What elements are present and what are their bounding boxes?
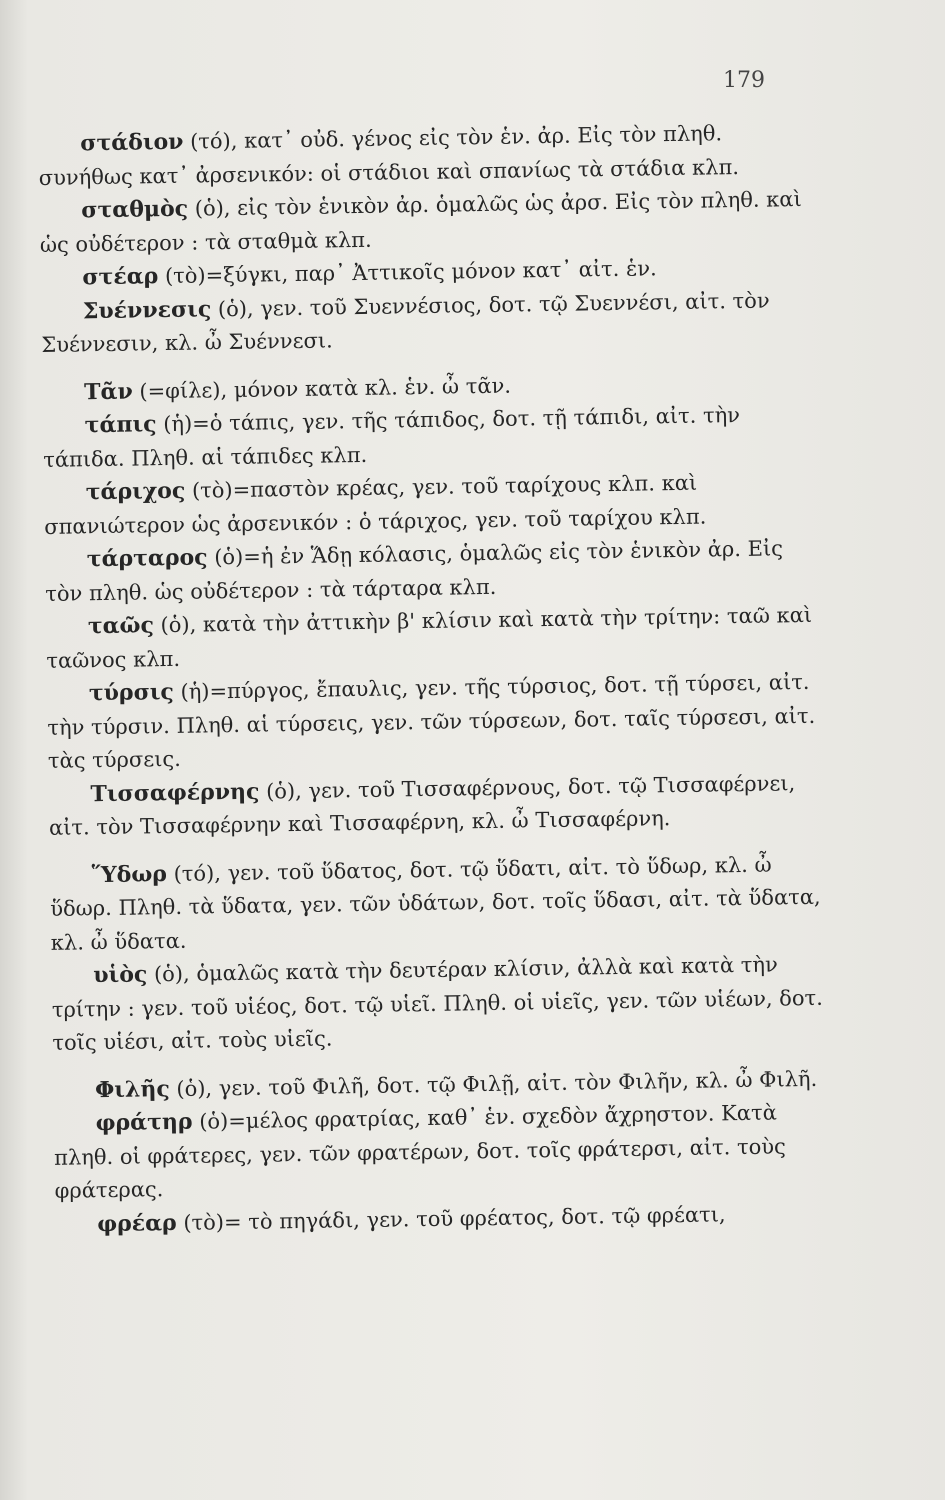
entry-taos — [46, 599, 827, 678]
entry-text: (ἡ)=ὁ τάπις, γεν. τῆς τάπιδος, δοτ. τῇ τάπιδι, αἰτ. τὴν τάπιδα. Πληθ. αἱ τάπιδες κλπ. — [43, 403, 741, 472]
entry-text: (ὁ), εἰς τὸν ἑνικὸν ἀρ. ὁμαλῶς ὡς ἀρσ. Εἰς τὸν πληθ. καὶ ὡς οὐδέτερον : τὰ σταθμὰ κλπ. — [39, 187, 802, 257]
entry-text: (ὁ)=μέλος φρατρίας, καθ᾽ ἑν. σχεδὸν ἄχρηστον. Κατὰ πληθ. οἱ φράτερες, γεν. τῶν φρατέρων, δοτ. τοῖς φράτερσι, αἰτ. τοὺς φράτερας. — [53, 1100, 786, 1203]
headword: τάριχος — [85, 477, 186, 506]
entry-text: (ὁ), γεν. τοῦ Φιλῆ, δοτ. τῷ Φιλῇ, αἰτ. τὸν Φιλῆν, κλ. ὦ Φιλῆ. — [169, 1066, 818, 1101]
headword: Τᾶν — [83, 378, 133, 405]
entry-text: (=φίλε), μόνον κατὰ κλ. ἑν. ὦ τᾶν. — [132, 373, 512, 404]
entry-list — [38, 116, 835, 1242]
headword: ταῶς — [87, 612, 155, 640]
entry-syennesis — [41, 283, 822, 362]
entry-text: (ἡ)=πύργος, ἔπαυλις, γεν. τῆς τύρσιος, δοτ. τῇ τύρσει, αἰτ. τὴν τύρσιν. Πληθ. αἱ τύρσεις, γεν. τῶν τύρσεων, δοτ. ταῖς τύρσεσι, αἰτ. τὰς τύρσεις. — [47, 669, 816, 773]
entry-text: (ὁ), γεν. τοῦ Συεννέσιος, δοτ. τῷ Συεννέσι, αἰτ. τὸν Συέννεσιν, κλ. ὦ Συέννεσι. — [41, 288, 770, 357]
headword: τάρταρος — [86, 544, 208, 573]
headword: Φιλῆς — [94, 1075, 170, 1103]
headword: Ὕδωρ — [91, 860, 168, 888]
entry-tyrsis — [47, 666, 828, 779]
headword: φράτηρ — [95, 1108, 193, 1137]
entry-text: (ὁ)=ἡ ἐν Ἅδῃ κόλασις, ὁμαλῶς εἰς τὸν ἑνικὸν ἀρ. Εἰς τὸν πληθ. ὡς οὐδέτερον : τὰ τάρταρα κλπ. — [45, 536, 784, 606]
page-number: 179 — [723, 68, 765, 93]
entry-hyios — [51, 948, 832, 1061]
headword: στέαρ — [82, 263, 159, 291]
headword: στάδιον — [80, 128, 184, 157]
entry-tartaros — [45, 532, 826, 611]
entry-text: (τὸ)= τὸ πηγάδι, γεν. τοῦ φρέατος, δοτ. τῷ φρέατι, — [176, 1201, 726, 1235]
entry-stadion — [38, 116, 819, 195]
entry-hydor — [49, 847, 830, 960]
headword: τύρσις — [88, 678, 175, 707]
entry-text: (ὁ), κατὰ τὴν ἀττικὴν β' κλίσιν καὶ κατὰ τὴν τρίτην: ταῶ καὶ ταῶνος κλπ. — [46, 602, 813, 673]
headword: τάπις — [84, 411, 157, 439]
entry-text: (τό), γεν. τοῦ ὕδατος, δοτ. τῷ ὕδατι, αἰτ. τὸ ὕδωρ, κλ. ὦ ὕδωρ. Πληθ. τὰ ὕδατα, γεν. τῶν ὑδάτων, δοτ. τοῖς ὕδασι, αἰτ. τὰ ὕδατα, κλ. ὦ ὕδατα. — [50, 852, 821, 955]
entry-tissaphernes — [48, 766, 829, 845]
entry-stathmos — [39, 183, 820, 262]
entry-text: (ὁ), ὁμαλῶς κατὰ τὴν δευτέραν κλίσιν, ἀλλὰ καὶ κατὰ τὴν τρίτην : γεν. τοῦ υἱέος, δοτ. τῷ υἱεῖ. Πληθ. οἱ υἱεῖς, γεν. τῶν υἱέων, δοτ. τοῖς υἱέσι, αἰτ. τοὺς υἱεῖς. — [51, 952, 823, 1055]
headword: Τισσαφέρνης — [90, 778, 260, 807]
headword: υἱὸς — [93, 961, 148, 989]
headword: Συέννεσις — [82, 295, 212, 324]
entry-text: (τό), κατ᾽ οὐδ. γένος εἰς τὸν ἑν. ἀρ. Εἰς τὸν πληθ. συνήθως κατ᾽ ἀρσενικόν: οἱ στάδιοι καὶ σπανίως τὰ στάδια κλπ. — [38, 121, 740, 190]
entry-tarichos — [43, 465, 824, 544]
entry-text: (τὸ)=παστὸν κρέας, γεν. τοῦ ταρίχους κλπ. καὶ σπανιώτερον ὡς ἀρσενικόν : ὁ τάριχος, γεν. τοῦ ταρίχου κλπ. — [44, 470, 707, 539]
headword: φρέαρ — [97, 1209, 177, 1237]
headword: σταθμὸς — [81, 195, 189, 224]
entry-text: (ὁ), γεν. τοῦ Τισσαφέρνους, δοτ. τῷ Τισσαφέρνει, αἰτ. τὸν Τισσαφέρνην καὶ Τισσαφέρνη, κλ. ὦ Τισσαφέρνη. — [48, 770, 796, 840]
entry-frater — [53, 1096, 834, 1209]
entry-tapis — [42, 398, 823, 477]
entry-text: (τὸ)=ξύγκι, παρ᾽ Ἀττικοῖς μόνον κατ᾽ αἰτ. ἑν. — [158, 256, 657, 289]
